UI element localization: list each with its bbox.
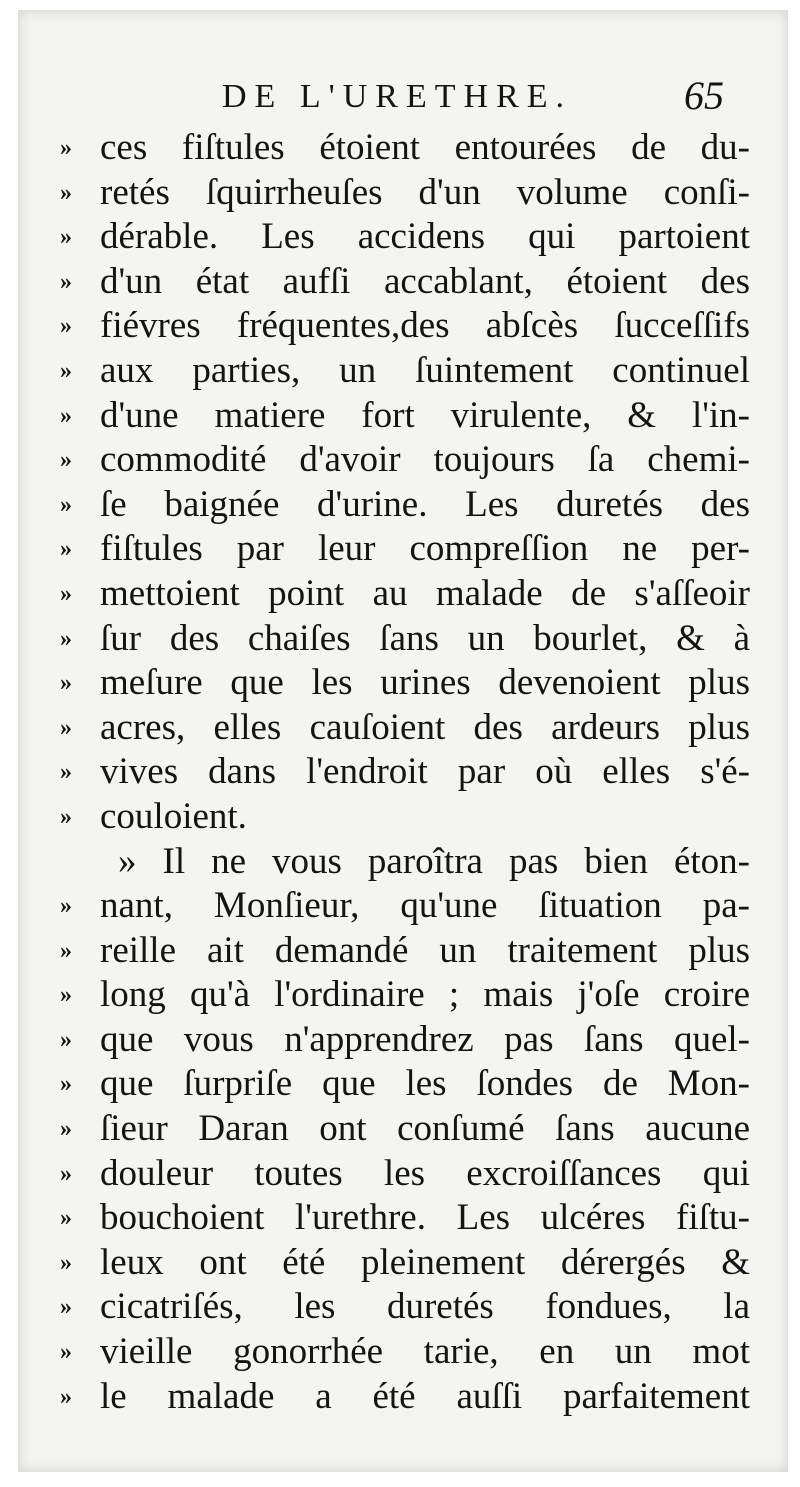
text-line [60, 572, 750, 617]
line-text: retés ſquirrheuſes d'un volume conſi- [100, 171, 750, 213]
quote-mark: » [60, 1160, 72, 1187]
quote-mark: » [60, 402, 72, 429]
text-line [60, 438, 750, 483]
line-text: meſure que les urines devenoient plus [100, 662, 750, 704]
quote-mark: » [60, 179, 72, 206]
text-line [60, 1330, 750, 1375]
quote-mark: » [60, 135, 72, 161]
line-text: le malade a été auſſi parfaitement [100, 1375, 750, 1417]
line-text: d'un état aufſi accablant, étoient des [100, 260, 750, 302]
quote-mark: » [60, 1249, 72, 1276]
quote-mark: » [60, 1339, 72, 1366]
quote-mark: » [60, 491, 72, 518]
text-line [60, 527, 750, 572]
quote-mark: » [60, 357, 72, 384]
quote-mark: » [60, 313, 72, 340]
line-text: vieille gonorrhée tarie, en un mot [100, 1331, 750, 1373]
line-text: bouchoient l'urethre. Les ulcéres fiſtu- [100, 1197, 750, 1239]
line-text: commodité d'avoir toujours ſa chemi- [100, 439, 750, 481]
body-text [60, 126, 750, 1419]
line-text: nant, Monſieur, qu'une ſituation pa- [100, 885, 750, 927]
text-line [60, 1107, 750, 1152]
quote-mark: » [60, 670, 72, 697]
quote-mark: » [60, 759, 72, 786]
text-line [60, 304, 750, 349]
text-line [60, 706, 750, 751]
text-line [60, 1018, 750, 1063]
quote-mark: » [60, 1116, 72, 1143]
line-text: d'une matiere fort virulente, & l'in- [100, 394, 750, 436]
text-line [60, 884, 750, 929]
quote-mark: » [60, 536, 72, 563]
quote-mark: » [60, 224, 72, 251]
quote-mark: » [60, 1026, 72, 1053]
text-line [60, 795, 750, 840]
quote-mark: » [60, 1294, 72, 1321]
line-text: que vous n'apprendrez pas ſans quel- [100, 1018, 750, 1060]
line-text: ſe baignée d'urine. Les duretés des [100, 483, 750, 525]
line-text: long qu'à l'ordinaire ; mais j'oſe croire [100, 974, 750, 1016]
line-text: fiévres fréquentes,des abſcès ſucceſſifs [100, 305, 750, 347]
line-text: couloient. [100, 795, 247, 837]
line-text: que ſurpriſe que les ſondes de Mon- [100, 1063, 750, 1105]
text-line [60, 973, 750, 1018]
line-text: ces fiſtules étoient entourées de du- [100, 127, 750, 168]
text-line [60, 617, 750, 662]
line-text: aux parties, un ſuintement continuel [100, 349, 750, 391]
page-number: 65 [684, 73, 724, 118]
line-text: fiſtules par leur compreſſion ne per- [100, 528, 750, 570]
line-text: mettoient point au malade de s'aſſeoir [100, 572, 750, 614]
running-header [0, 72, 800, 122]
text-line [60, 126, 750, 171]
quote-mark: » [60, 268, 72, 295]
text-line [60, 1152, 750, 1197]
text-line [60, 1196, 750, 1241]
text-line [60, 171, 750, 216]
running-title: DE L'URETHRE. [222, 78, 572, 115]
text-line [60, 483, 750, 528]
quote-mark: » [60, 714, 72, 741]
line-text: » Il ne vous paroîtra pas bien éton- [118, 840, 750, 882]
quote-mark: » [60, 803, 72, 830]
line-text: ſieur Daran ont conſumé ſans aucune [100, 1108, 750, 1150]
quote-mark: » [60, 937, 72, 964]
quote-mark: » [60, 447, 72, 474]
quote-mark: » [60, 1071, 72, 1098]
quote-mark: » [60, 625, 72, 652]
quote-mark: » [60, 1205, 72, 1232]
quote-mark: » [60, 1383, 72, 1410]
text-line [60, 260, 750, 305]
quote-mark: » [60, 580, 72, 607]
line-text: dérable. Les accidens qui partoient [100, 216, 750, 258]
text-line [60, 929, 750, 974]
line-text: douleur toutes les excroiſſances qui [100, 1152, 750, 1194]
text-line [60, 661, 750, 706]
text-line [60, 750, 750, 795]
text-line [60, 394, 750, 439]
text-line [60, 1241, 750, 1286]
text-line [60, 1285, 750, 1330]
line-text: vives dans l'endroit par où elles s'é- [100, 751, 750, 793]
line-text: ſur des chaiſes ſans un bourlet, & à [100, 617, 750, 659]
text-line [60, 1062, 750, 1107]
quote-mark: » [60, 982, 72, 1009]
line-text: acres, elles cauſoient des ardeurs plus [100, 706, 750, 748]
text-line [60, 349, 750, 394]
line-text: reille ait demandé un traitement plus [100, 929, 750, 971]
text-line [60, 215, 750, 260]
line-text: leux ont été pleinement dérergés & [100, 1241, 750, 1283]
line-text: cicatriſés, les duretés fondues, la [100, 1286, 750, 1328]
text-line [60, 1375, 750, 1420]
paragraph-start-line [60, 840, 750, 885]
quote-mark: » [60, 893, 72, 920]
